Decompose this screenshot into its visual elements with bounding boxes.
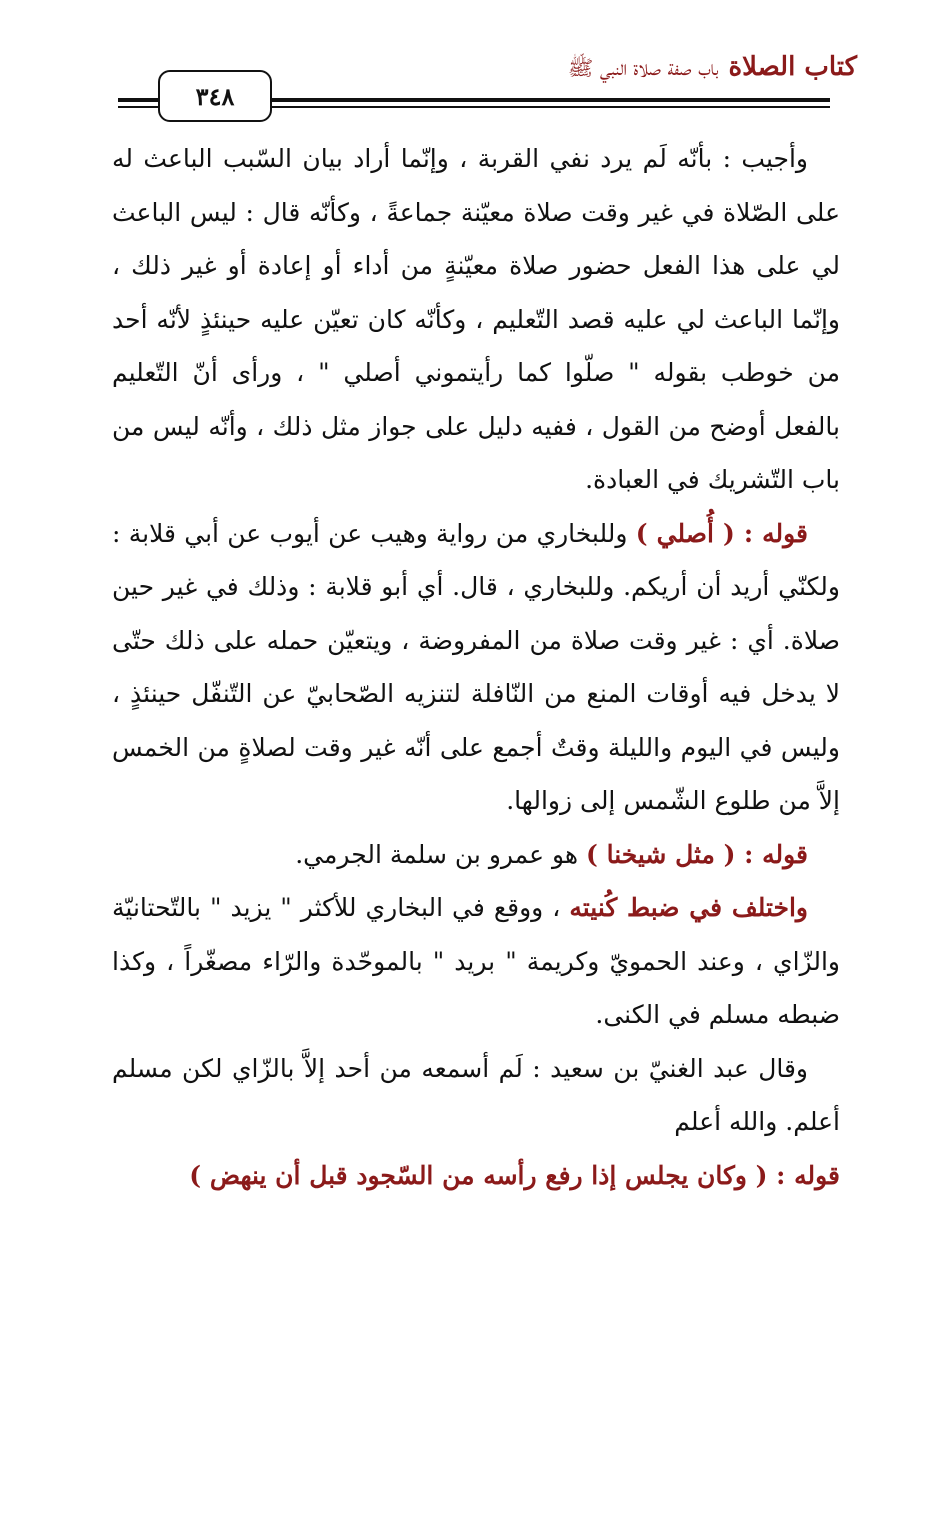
- running-header: [568, 52, 857, 86]
- paragraph-lead: قوله : ( أُصلي ): [635, 518, 809, 548]
- paragraph-lead: قوله : ( وكان يجلس إذا رفع رأسه من السّجود قبل أن ينهض ): [189, 1160, 840, 1190]
- page-number-text: ٣٤٨: [195, 81, 235, 111]
- paragraph: [112, 828, 840, 882]
- paragraph-lead: قوله : ( مثل شيخنا ): [586, 839, 808, 869]
- paragraph-text: ، ووقع في البخاري للأكثر " يزيد " بالتّحتانيّة والزّاي ، وعند الحمويّ وكريمة " بريد " بالموحّدة والرّاء مصغّراً ، وكذا ضبطه مسلم في الكنى.: [112, 893, 840, 1029]
- paragraph-text: هو عمرو بن سلمة الجرمي.: [295, 839, 587, 869]
- paragraph: [112, 1149, 840, 1203]
- paragraph: [112, 507, 840, 828]
- chapter-title: باب صفة صلاة النبي ﷺ: [567, 56, 719, 80]
- paragraph: [112, 1042, 840, 1149]
- paragraph: [112, 881, 840, 1042]
- book-title: كتاب الصلاة: [728, 52, 857, 82]
- paragraph-lead: واختلف في ضبط كُنيته: [569, 893, 809, 922]
- body-text: [112, 132, 840, 1202]
- paragraph-text: وللبخاري من رواية وهيب عن أيوب عن أبي قلابة : ولكنّي أريد أن أريكم. وللبخاري ، قال. أي أبو قلابة : وذلك في غير حين صلاة. أي : غير وقت صلاة من المفروضة ، ويتعيّن حمله على ذلك حتّى لا يدخل فيه أوقات المنع من النّافلة لتنزيه الصّحابيّ عن التّنفّل حينئذٍ ، وليس في اليوم والليلة وقتٌ أجمع على أنّه غير وقت لصلاةٍ من الخمس إلاَّ من طلوع الشّمس إلى زوالها.: [112, 518, 840, 815]
- paragraph-text: وأجيب : بأنّه لَم يرد نفي القربة ، وإنّما أراد بيان السّبب الباعث له على الصّلاة في غير وقت صلاة معيّنة جماعةً ، وكأنّه قال : ليس الباعث لي على هذا الفعل حضور صلاة معيّنةٍ من أداء أو إعادة أو غير ذلك ، وإنّما الباعث لي عليه قصد التّعليم ، وكأنّه كان تعيّن عليه حينئذٍ لأنّه أحد من خوطب بقوله " صلّوا كما رأيتموني أصلي " ، ورأى أنّ التّعليم بالفعل أوضح من القول ، ففيه دليل على جواز مثل ذلك ، وأنّه ليس من باب التّشريك في العبادة.: [112, 144, 840, 494]
- page-number: [158, 70, 272, 122]
- paragraph-text: وقال عبد الغنيّ بن سعيد : لَم أسمعه من أحد إلاَّ بالزّاي لكن مسلم أعلم. والله أعلم: [112, 1053, 840, 1136]
- paragraph: [112, 132, 840, 507]
